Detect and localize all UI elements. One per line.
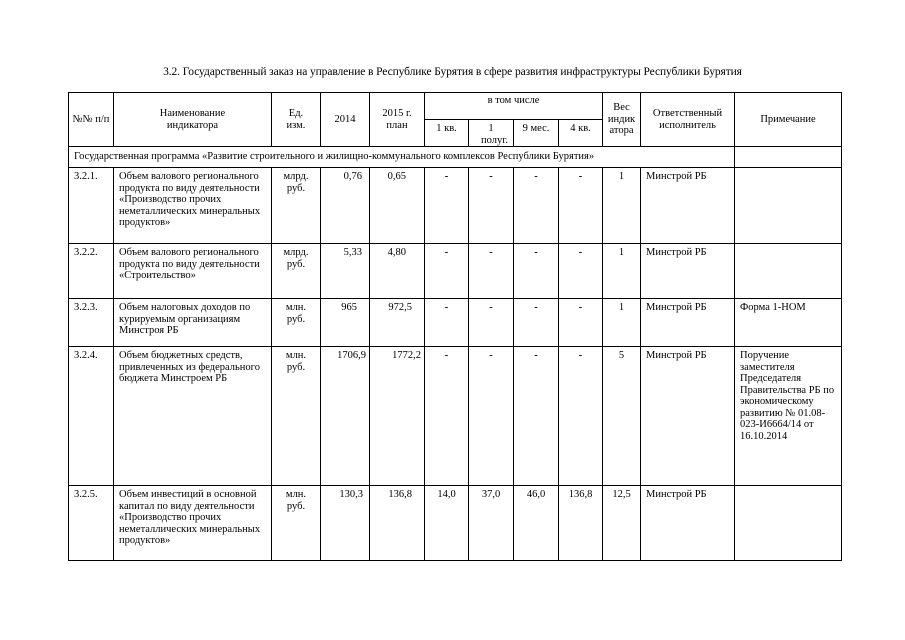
row-weight: 5 xyxy=(603,347,641,486)
row-2015: 972,5 xyxy=(370,299,425,347)
section-row xyxy=(69,147,842,168)
row-unit: млн. руб. xyxy=(272,486,321,561)
header-9m: 9 мес. xyxy=(514,120,559,147)
row-num: 3.2.3. xyxy=(69,299,114,347)
header-num: №№ п/п xyxy=(69,93,114,147)
header-q4: 4 кв. xyxy=(559,120,603,147)
row-responsible: Минстрой РБ xyxy=(641,347,735,486)
row-num: 3.2.4. xyxy=(69,347,114,486)
table-row xyxy=(69,168,842,244)
row-9m: - xyxy=(514,244,559,299)
indicator-table xyxy=(68,92,842,561)
row-q4: - xyxy=(559,244,603,299)
row-num: 3.2.1. xyxy=(69,168,114,244)
row-h1: 37,0 xyxy=(469,486,514,561)
row-2014: 5,33 xyxy=(321,244,370,299)
row-name: Объем бюджетных средств, привлеченных из федерального бюджета Минстроем РБ xyxy=(114,347,272,486)
row-unit: млрд. руб. xyxy=(272,168,321,244)
row-weight: 1 xyxy=(603,244,641,299)
document-title: 3.2. Государственный заказ на управление в Республике Бурятия в сфере развития инфраструктуры Республики Бурятия xyxy=(163,66,742,78)
row-responsible: Минстрой РБ xyxy=(641,299,735,347)
row-num: 3.2.2. xyxy=(69,244,114,299)
row-weight: 12,5 xyxy=(603,486,641,561)
row-note xyxy=(735,244,842,299)
row-note xyxy=(735,168,842,244)
row-q4: - xyxy=(559,168,603,244)
row-2014: 965 xyxy=(321,299,370,347)
row-q1: - xyxy=(425,299,469,347)
header-weight: Вес индик атора xyxy=(603,93,641,147)
row-q1: - xyxy=(425,168,469,244)
header-row xyxy=(69,93,842,120)
header-unit: Ед. изм. xyxy=(272,93,321,147)
row-weight: 1 xyxy=(603,168,641,244)
row-9m: 46,0 xyxy=(514,486,559,561)
header-note: Примечание xyxy=(735,93,842,147)
section-title: Государственная программа «Развитие строительного и жилищно-коммунального комплексов Республики Бурятия» xyxy=(69,147,735,168)
row-2015: 4,80 xyxy=(370,244,425,299)
header-including: в том числе xyxy=(425,93,603,120)
row-unit: млрд. руб. xyxy=(272,244,321,299)
row-unit: млн. руб. xyxy=(272,347,321,486)
row-q4: - xyxy=(559,347,603,486)
row-2015: 136,8 xyxy=(370,486,425,561)
header-h1: 1 полуг. xyxy=(469,120,514,147)
header-q1: 1 кв. xyxy=(425,120,469,147)
row-h1: - xyxy=(469,244,514,299)
row-note: Форма 1-НОМ xyxy=(735,299,842,347)
row-2015: 0,65 xyxy=(370,168,425,244)
row-responsible: Минстрой РБ xyxy=(641,168,735,244)
table-row xyxy=(69,486,842,561)
row-name: Объем валового регионального продукта по виду деятельности «Производство прочих неметаллических минеральных продуктов» xyxy=(114,168,272,244)
row-q1: 14,0 xyxy=(425,486,469,561)
row-h1: - xyxy=(469,168,514,244)
table-row xyxy=(69,244,842,299)
row-name: Объем валового регионального продукта по виду деятельности «Строительство» xyxy=(114,244,272,299)
row-2014: 0,76 xyxy=(321,168,370,244)
row-responsible: Минстрой РБ xyxy=(641,244,735,299)
row-9m: - xyxy=(514,299,559,347)
row-name: Объем налоговых доходов по курируемым организациям Минстроя РБ xyxy=(114,299,272,347)
header-2014: 2014 xyxy=(321,93,370,147)
row-2015: 1772,2 xyxy=(370,347,425,486)
header-name: Наименование индикатора xyxy=(114,93,272,147)
row-num: 3.2.5. xyxy=(69,486,114,561)
row-h1: - xyxy=(469,299,514,347)
row-h1: - xyxy=(469,347,514,486)
row-9m: - xyxy=(514,347,559,486)
header-2015: 2015 г. план xyxy=(370,93,425,147)
row-note: Поручение заместителя Председателя Правительства РБ по экономическому развитию № 01.08-023-И6664/14 от 16.10.2014 xyxy=(735,347,842,486)
row-q1: - xyxy=(425,347,469,486)
row-weight: 1 xyxy=(603,299,641,347)
row-9m: - xyxy=(514,168,559,244)
row-q4: 136,8 xyxy=(559,486,603,561)
row-2014: 1706,9 xyxy=(321,347,370,486)
table-row xyxy=(69,347,842,486)
row-2014: 130,3 xyxy=(321,486,370,561)
row-q1: - xyxy=(425,244,469,299)
header-responsible: Ответственный исполнитель xyxy=(641,93,735,147)
row-responsible: Минстрой РБ xyxy=(641,486,735,561)
section-empty-cell xyxy=(735,147,842,168)
row-note xyxy=(735,486,842,561)
row-unit: млн. руб. xyxy=(272,299,321,347)
row-name: Объем инвестиций в основной капитал по виду деятельности «Производство прочих неметаллических минеральных продуктов» xyxy=(114,486,272,561)
row-q4: - xyxy=(559,299,603,347)
table-row xyxy=(69,299,842,347)
